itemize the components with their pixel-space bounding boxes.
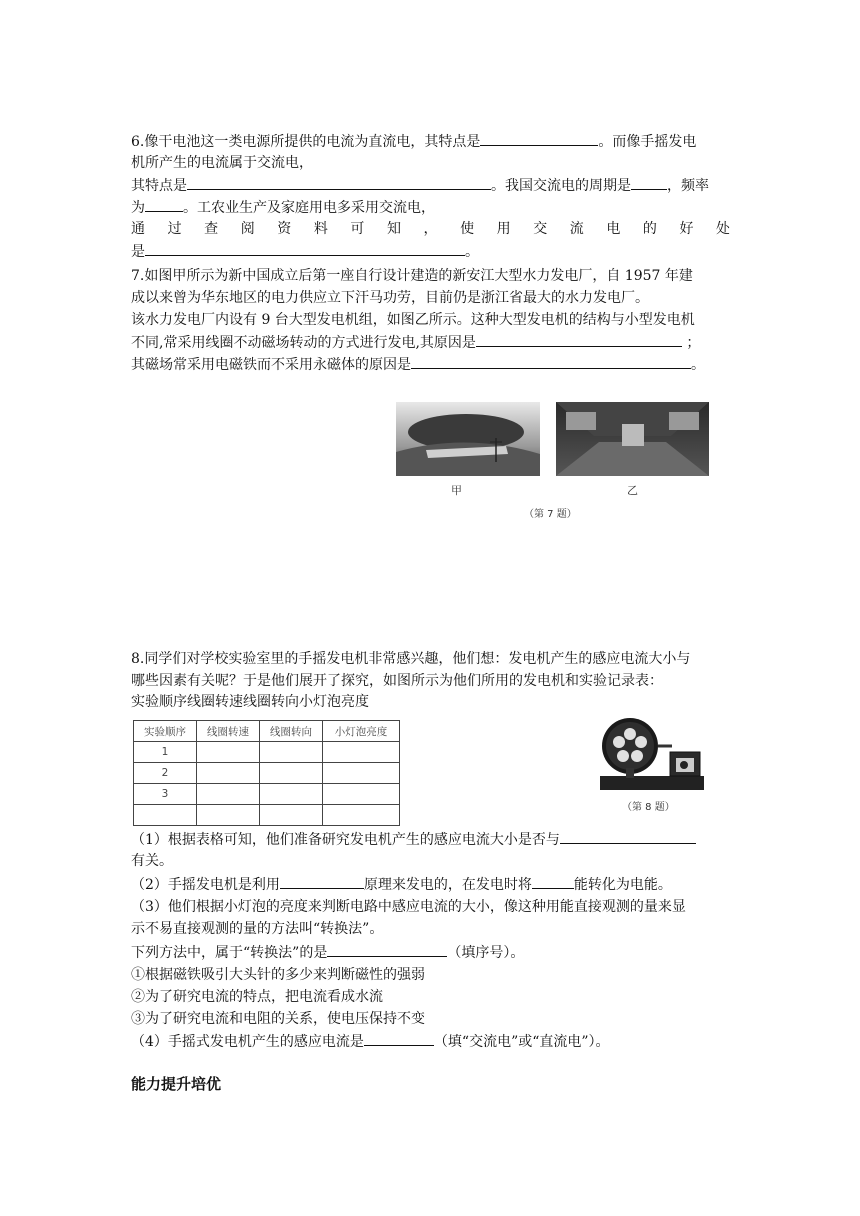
q6-blank-dc-feature[interactable] — [480, 131, 598, 146]
spread-char: 过 — [167, 221, 182, 237]
spread-char: 可 — [350, 221, 365, 237]
q8-blank-principle[interactable] — [280, 874, 364, 889]
q8-part-3: （3）他们根据小灯泡的亮度来判断电路中感应电流的大小，像这种用能直接观测的量来显 — [131, 899, 686, 915]
q6-blank-ac-feature[interactable] — [187, 175, 491, 190]
hand-crank-generator-figure — [598, 712, 708, 794]
q7-line-2: 成以来曾为华东地区的电力供应立下汗马功劳，目前仍是浙江省最大的水力发电厂。 — [131, 290, 649, 306]
q8-table-title: 实验顺序线圈转速线圈转向小灯泡亮度 — [131, 694, 369, 710]
q6-line-5 — [131, 219, 730, 239]
experiment-record-table — [133, 720, 400, 826]
q6-line-1: 6.像干电池这一类电源所提供的电流为直流电，其特点是 。而像手摇发电 — [131, 131, 696, 152]
spread-char: 通 — [131, 221, 145, 237]
q6-line-2: 机所产生的电流属于交流电， — [131, 155, 313, 171]
spread-char: 好 — [679, 221, 694, 237]
table-header: 实验顺序 — [134, 721, 197, 742]
spread-char: 用 — [496, 221, 511, 237]
q7-line-4: 不同,常采用线圈不动磁场转动的方式进行发电,其原因是 ； — [131, 332, 700, 353]
table-row: 3 — [134, 784, 400, 805]
q6-blank-period[interactable] — [631, 175, 667, 190]
spread-char: 资 — [277, 221, 292, 237]
q8-blank-factor[interactable] — [560, 829, 696, 844]
q8-part-3-cont: 示不易直接观测的量的方法叫“转换法”。 — [131, 921, 384, 937]
table-header: 线圈转速 — [197, 721, 260, 742]
q8-blank-energy[interactable] — [532, 874, 574, 889]
dam-photo — [396, 402, 540, 476]
q8-blank-option[interactable] — [327, 942, 447, 957]
spread-char: 查 — [204, 221, 219, 237]
q7-line-5: 其磁场常采用电磁铁而不采用永磁体的原因是 。 — [131, 354, 705, 375]
q8-option-3: ③为了研究电流和电阻的关系，使电压保持不变 — [131, 1011, 425, 1027]
q6-blank-ac-benefit[interactable] — [145, 241, 465, 256]
q7-blank-reason-2[interactable] — [411, 354, 691, 369]
q6-blank-frequency[interactable] — [145, 197, 183, 212]
table-row — [134, 805, 400, 826]
spread-char: 电 — [606, 221, 621, 237]
q6-line-4: 为 。工农业生产及家庭用电多采用交流电， — [131, 197, 435, 218]
fig8-caption: （第 8 题） — [622, 802, 675, 813]
q8-option-2: ②为了研究电流的特点，把电流看成水流 — [131, 989, 383, 1005]
q7-blank-reason-1[interactable] — [476, 332, 682, 347]
q8-part-3-question: 下列方法中，属于“转换法”的是 （填序号）。 — [131, 942, 524, 963]
q7-line-1: 7.如图甲所示为新中国成立后第一座自行设计建造的新安江大型水力发电厂，自 1957 年建 — [131, 268, 693, 284]
spread-char: 交 — [533, 221, 548, 237]
table-header: 小灯泡亮度 — [323, 721, 400, 742]
table-row: 1 — [134, 742, 400, 763]
section-title: 能力提升培优 — [131, 1075, 222, 1093]
spread-char: 知 — [386, 221, 401, 237]
q8-part-1: （1）根据表格可知，他们准备研究发电机产生的感应电流大小是否与 — [131, 829, 696, 850]
generator-hall-photo — [556, 402, 709, 476]
spread-char: 的 — [642, 221, 657, 237]
q8-part-4: （4）手摇式发电机产生的感应电流是 （填“交流电”或“直流电”）。 — [131, 1031, 610, 1052]
spread-char: 使 — [460, 221, 475, 237]
spread-char: 流 — [569, 221, 584, 237]
q8-part-1-cont: 有关。 — [131, 853, 173, 869]
q7-line-3: 该水力发电厂内设有 9 台大型发电机组，如图乙所示。这种大型发电机的结构与小型发电机 — [131, 312, 695, 328]
q8-line-2: 哪些因素有关呢？于是他们展开了探究，如图所示为他们所用的发电机和实验记录表： — [131, 673, 663, 689]
q8-option-1: ①根据磁铁吸引大头针的多少来判断磁性的强弱 — [131, 967, 425, 983]
fig7-label-b: 乙 — [627, 484, 638, 497]
q8-part-2: （2）手摇发电机是利用 原理来发电的，在发电时将 能转化为电能。 — [131, 874, 672, 895]
spread-char: 阅 — [240, 221, 255, 237]
q6-line-3: 其特点是 。我国交流电的周期是 ，频率 — [131, 175, 709, 196]
fig7-caption: （第 7 题） — [524, 509, 577, 520]
table-row: 2 — [134, 763, 400, 784]
q8-line-1: 8.同学们对学校实验室里的手摇发电机非常感兴趣，他们想：发电机产生的感应电流大小与 — [131, 651, 691, 667]
fig7-label-a: 甲 — [451, 484, 462, 497]
spread-char: 处 — [716, 221, 730, 237]
q8-blank-current-type[interactable] — [364, 1031, 434, 1046]
table-header-row — [134, 721, 400, 742]
spread-char: ， — [423, 221, 438, 237]
q6-line-6: 是 。 — [131, 241, 479, 262]
spread-char: 料 — [313, 221, 328, 237]
table-header: 线圈转向 — [260, 721, 323, 742]
